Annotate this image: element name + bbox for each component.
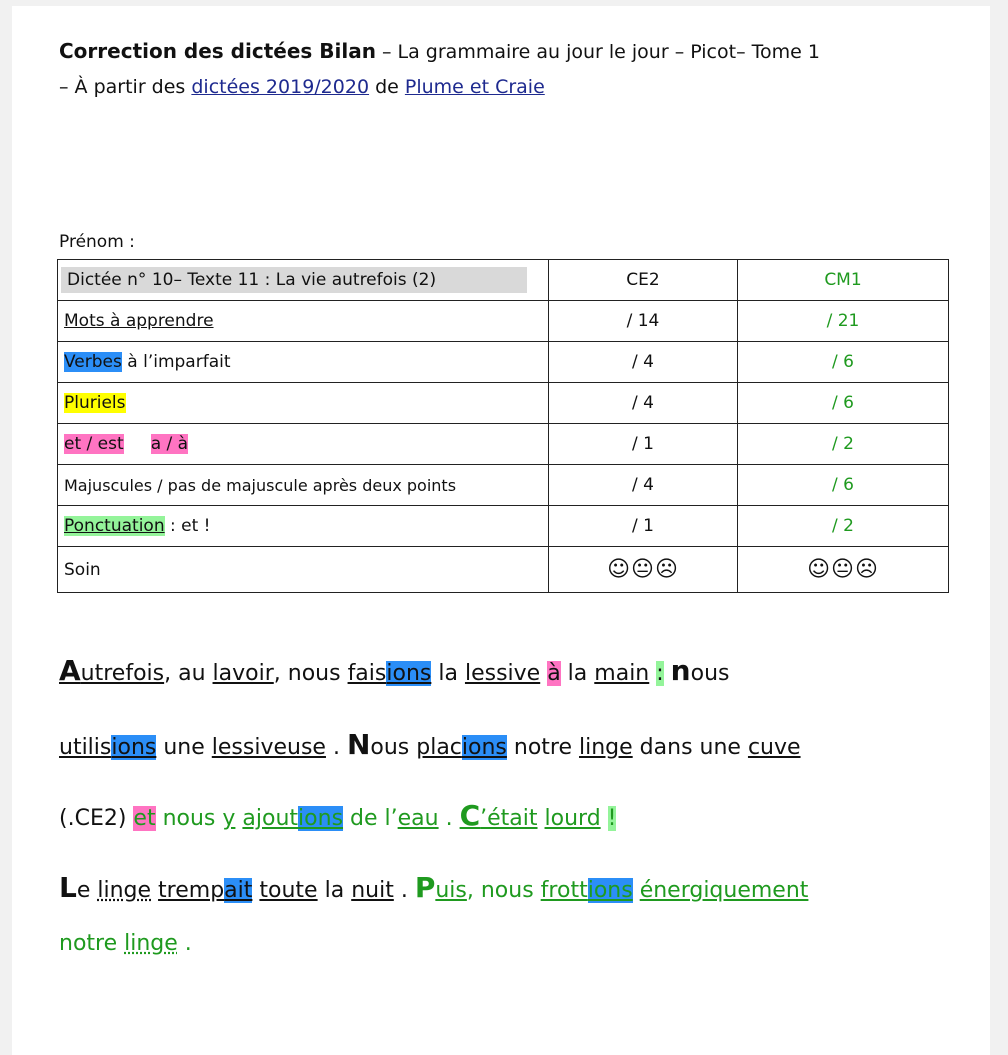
row-label: Majuscules / pas de majuscule après deux points	[64, 475, 457, 495]
table-header-row	[58, 260, 949, 301]
row-label-rest: : et !	[164, 516, 211, 536]
row-ce2-score: / 14	[549, 301, 738, 342]
table-row	[58, 424, 949, 465]
row-cm1-score: / 2	[738, 424, 949, 465]
row-ce2-score: / 1	[549, 506, 738, 547]
table-header-cm1: CM1	[738, 260, 949, 301]
table-header-ce2: CE2	[549, 260, 738, 301]
row-label: Pluriels	[64, 393, 126, 413]
table-row	[58, 506, 949, 547]
row-label-rest: a / à	[150, 434, 189, 454]
table-header-title: Dictée n° 10– Texte 11 : La vie autrefois (2)	[61, 267, 527, 293]
row-ce2-score: / 1	[549, 424, 738, 465]
dictation-line-5: notre linge .	[59, 931, 192, 956]
document-page	[12, 6, 990, 1055]
smiley-faces-icon: ☺😐☹	[607, 557, 679, 582]
document-title	[59, 34, 959, 104]
link-plume-et-craie[interactable]: Plume et Craie	[404, 76, 545, 98]
row-label: Verbes	[64, 352, 122, 372]
dictation-line-3: (.CE2) et nous y ajoutions de l’eau . C’était lourd !	[59, 799, 617, 832]
subtitle-de: de	[369, 76, 405, 98]
title-bold: Correction des dictées Bilan	[59, 39, 376, 63]
table-row	[58, 301, 949, 342]
row-label: Mots à apprendre	[64, 311, 214, 331]
row-ce2-score: / 4	[549, 465, 738, 506]
smiley-faces-icon: ☺😐☹	[807, 557, 879, 582]
row-cm1-score: / 21	[738, 301, 949, 342]
row-label: et / est	[64, 434, 124, 454]
row-label: Ponctuation	[64, 516, 165, 536]
row-ce2-score: / 4	[549, 383, 738, 424]
row-label-rest: à l’imparfait	[121, 352, 231, 372]
row-ce2-score: / 4	[549, 342, 738, 383]
row-cm1-score: / 6	[738, 465, 949, 506]
table-row	[58, 383, 949, 424]
table-row	[58, 342, 949, 383]
table-row	[58, 465, 949, 506]
row-label: Soin	[64, 559, 101, 580]
score-table	[57, 259, 949, 593]
dictation-line-2: utilisions une lessiveuse . Nous placions notre linge dans une cuve	[59, 728, 801, 761]
title-rest: – La grammaire au jour le jour – Picot– Tome 1	[375, 41, 820, 63]
row-cm1-score: / 2	[738, 506, 949, 547]
table-row	[58, 547, 949, 593]
dictation-line-4: Le linge trempait toute la nuit . Puis, nous frottions énergiquement	[59, 871, 809, 904]
subtitle-prefix: – À partir des	[59, 76, 192, 98]
dictation-line-1: Autrefois, au lavoir, nous faisions la lessive à la main : nous	[59, 654, 730, 687]
row-cm1-score: / 6	[738, 342, 949, 383]
row-cm1-score: / 6	[738, 383, 949, 424]
link-dictees[interactable]: dictées 2019/2020	[191, 76, 370, 98]
prenom-label: Prénom :	[59, 232, 135, 252]
